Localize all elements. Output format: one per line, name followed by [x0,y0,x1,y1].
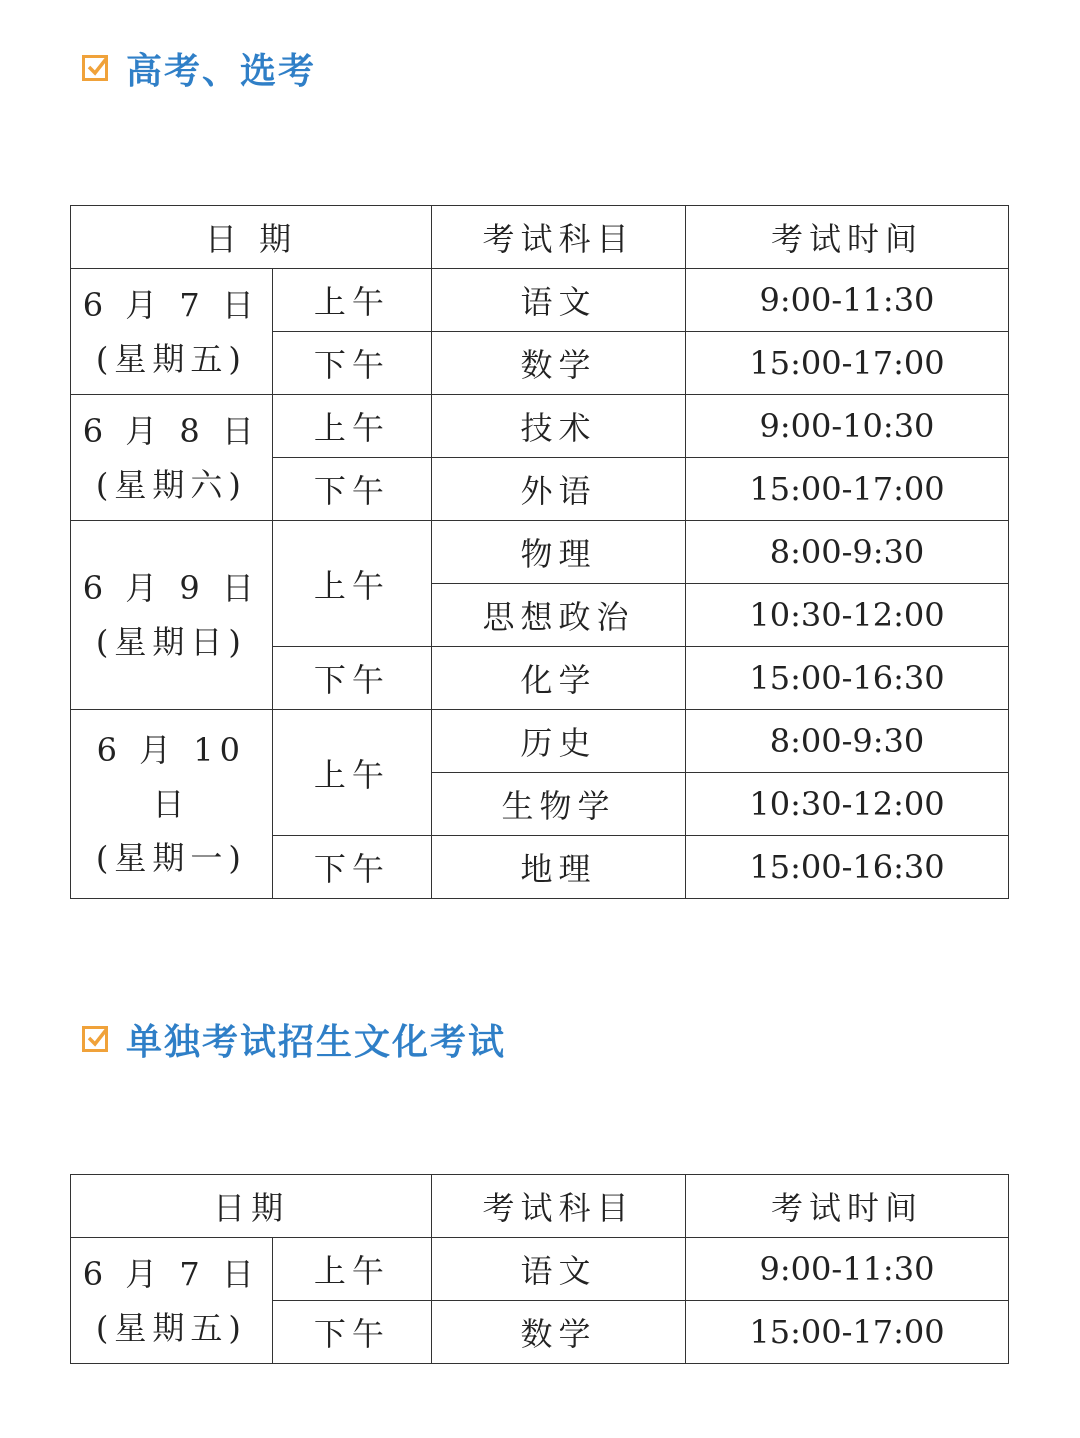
session-cell: 上午 [272,521,432,647]
session-cell: 下午 [272,458,432,521]
session-cell: 上午 [272,1238,432,1301]
date-text: 6 月 7 日 [82,285,260,324]
time-cell: 15:00-17:00 [685,458,1008,521]
time-cell: 15:00-17:00 [685,332,1008,395]
time-cell: 8:00-9:30 [685,521,1008,584]
exam-schedule-table-gaokao [70,205,1009,899]
header-date: 日 期 [71,206,432,269]
time-cell: 9:00-11:30 [685,269,1008,332]
date-text: 6 月 8 日 [82,411,260,450]
table-header-row [71,1175,1009,1238]
time-cell: 8:00-9:30 [685,710,1008,773]
subject-cell: 历史 [432,710,686,773]
date-cell [71,395,273,521]
header-time: 考试时间 [685,206,1008,269]
date-cell [71,710,273,899]
header-date: 日期 [71,1175,432,1238]
table-row [71,1238,1009,1301]
time-cell: 15:00-17:00 [685,1301,1008,1364]
date-text: 6 月 9 日 [82,569,260,607]
subject-cell: 语文 [432,1238,686,1301]
weekday-text: (星期日) [95,623,247,661]
date-cell [71,521,273,710]
checkbox-checked-icon [82,1026,108,1052]
table-row [71,710,1009,773]
session-cell: 上午 [272,395,432,458]
section-heading-gaokao [82,46,316,90]
session-cell: 上午 [272,269,432,332]
subject-cell: 生物学 [432,773,686,836]
subject-cell: 数学 [432,1301,686,1364]
subject-cell: 物理 [432,521,686,584]
table-row [71,521,1009,584]
time-cell: 10:30-12:00 [685,584,1008,647]
table-row [71,395,1009,458]
time-cell: 10:30-12:00 [685,773,1008,836]
header-time: 考试时间 [685,1175,1008,1238]
date-cell [71,1238,273,1364]
session-cell: 下午 [272,332,432,395]
table-row [71,269,1009,332]
session-cell: 下午 [272,836,432,899]
subject-cell: 化学 [432,647,686,710]
subject-cell: 外语 [432,458,686,521]
subject-cell: 语文 [432,269,686,332]
section-title: 高考、选考 [126,50,317,92]
subject-cell: 思想政治 [432,584,686,647]
date-text: 6 月 7 日 [82,1254,260,1293]
header-subject: 考试科目 [432,206,686,269]
weekday-text: (星期五) [95,1308,247,1347]
weekday-text: (星期六) [95,465,247,504]
time-cell: 9:00-11:30 [685,1238,1008,1301]
exam-schedule-table-separate-exam [70,1174,1009,1364]
session-cell: 下午 [272,647,432,710]
session-cell: 下午 [272,1301,432,1364]
section-title: 单独考试招生文化考试 [126,1021,507,1063]
time-cell: 15:00-16:30 [685,647,1008,710]
subject-cell: 技术 [432,395,686,458]
weekday-text: (星期一) [95,839,247,877]
time-cell: 9:00-10:30 [685,395,1008,458]
header-subject: 考试科目 [432,1175,686,1238]
table-header-row [71,206,1009,269]
subject-cell: 地理 [432,836,686,899]
time-cell: 15:00-16:30 [685,836,1008,899]
section-heading-separate-exam [82,1017,506,1061]
date-text: 6 月 10 日 [96,731,247,823]
date-cell [71,269,273,395]
checkbox-checked-icon [82,55,108,81]
subject-cell: 数学 [432,332,686,395]
weekday-text: (星期五) [95,339,247,378]
session-cell: 上午 [272,710,432,836]
